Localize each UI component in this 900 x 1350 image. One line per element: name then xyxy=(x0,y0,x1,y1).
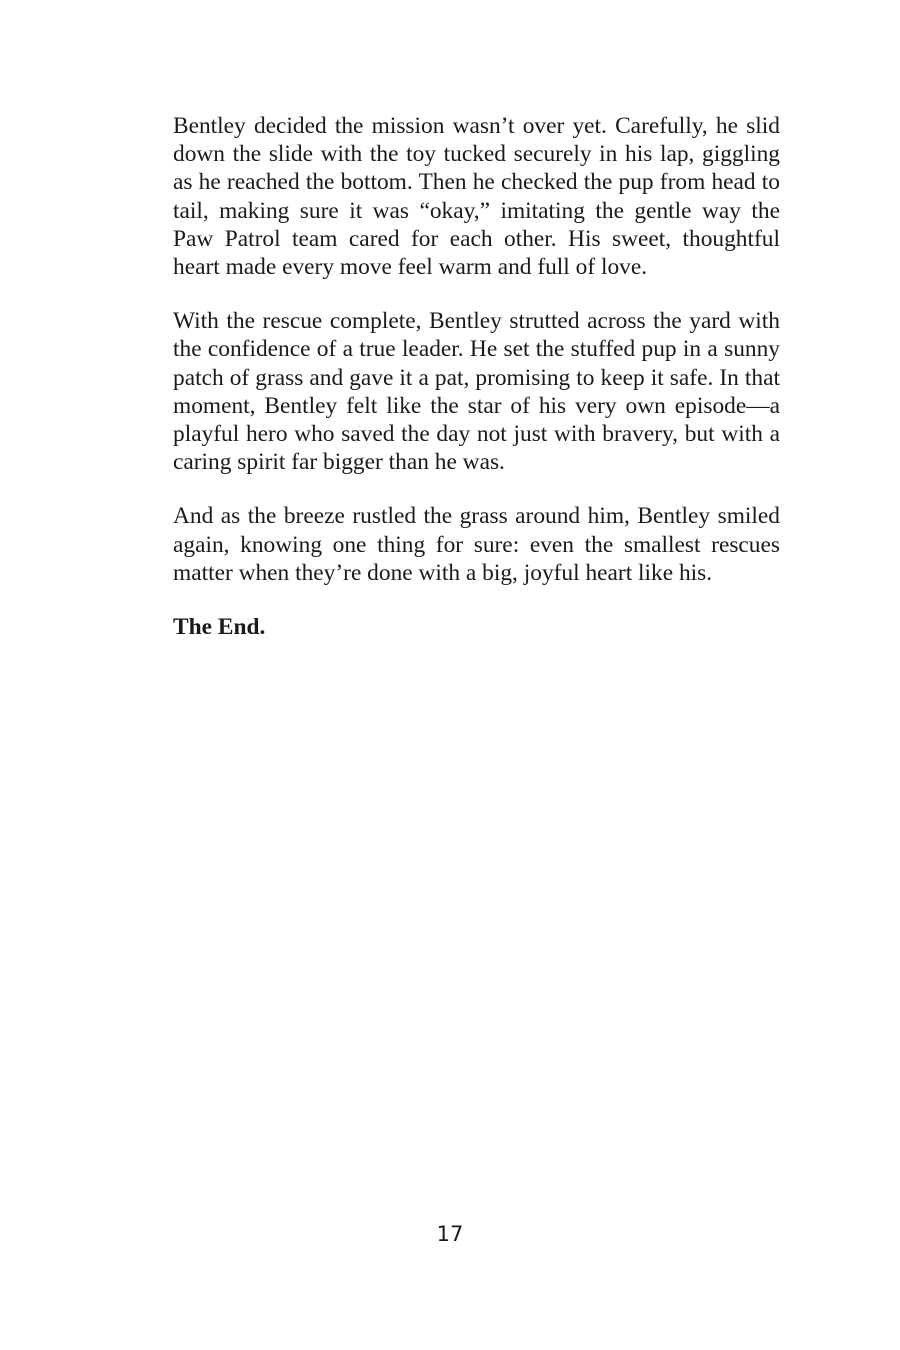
paragraph-2: With the rescue complete, Bentley strutted across the yard with the confidence of a true leader. He set the stuffed pup in a sunny patch of grass and gave it a pat, promising to keep it safe. In that moment, Bentley felt like the star of his very own episode—a playful hero who saved the day not just with bravery, but with a caring spirit far bigger than he was. xyxy=(173,308,780,476)
page-body xyxy=(173,112,780,641)
paragraph-3: And as the breeze rustled the grass around him, Bentley smiled again, knowing one thing for sure: even the smallest rescues matter when they’re done with a big, joyful heart like his. xyxy=(173,503,780,586)
page-number: 17 xyxy=(436,1222,464,1246)
ending-text: The End. xyxy=(173,614,266,641)
paragraph-1: Bentley decided the mission wasn’t over yet. Carefully, he slid down the slide with the toy tucked securely in his lap, giggling as he reached the bottom. Then he checked the pup from head to tail, making sure it was “okay,” imitating the gentle way the Paw Patrol team cared for each other. His sweet, thoughtful heart made every move feel warm and full of love. xyxy=(173,113,780,281)
